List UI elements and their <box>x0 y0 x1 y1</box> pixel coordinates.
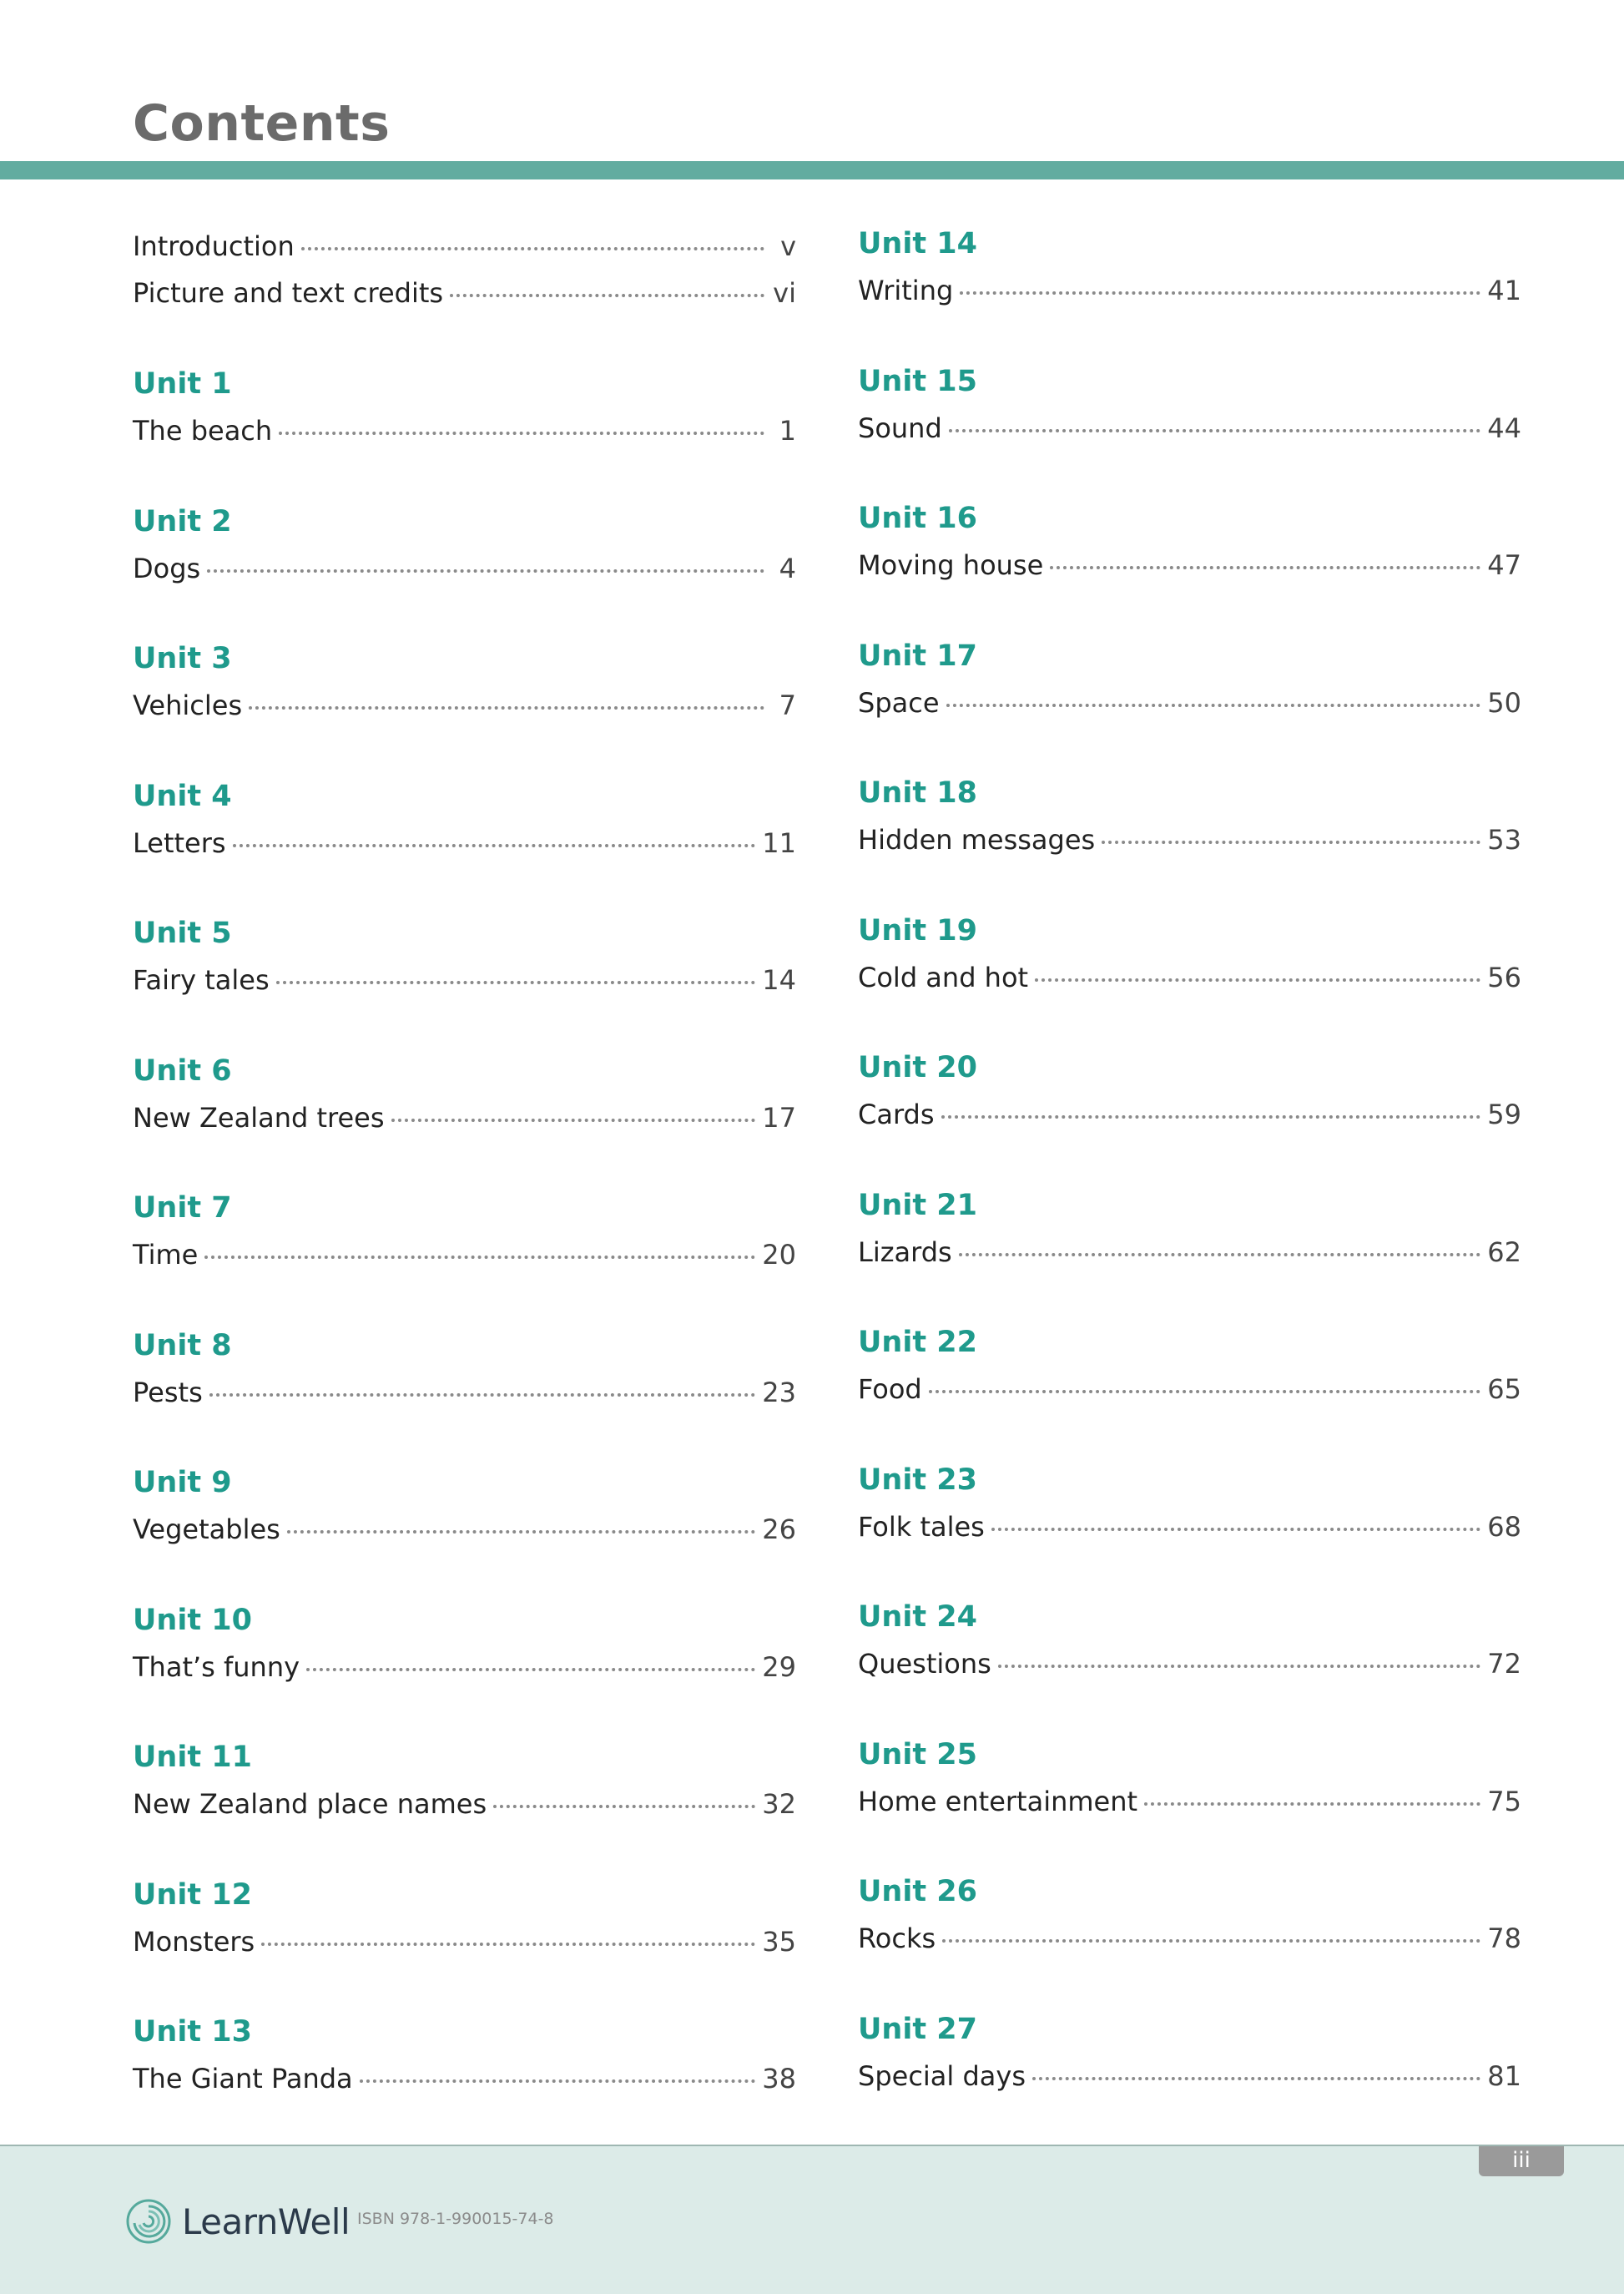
entry-title: New Zealand trees <box>133 1101 385 1134</box>
entry-page-number: 1 <box>779 415 796 447</box>
dot-leader <box>306 1668 755 1671</box>
entry-page-number: 26 <box>762 1513 796 1545</box>
entry-title: Picture and text credits <box>133 277 444 309</box>
unit-heading: Unit 7 <box>133 1191 232 1225</box>
entry-title: Hidden messages <box>858 824 1096 856</box>
contents-entry <box>133 1101 796 1134</box>
entry-title: The Giant Panda <box>133 2063 353 2094</box>
dot-leader <box>276 981 756 984</box>
unit-heading: Unit 10 <box>133 1603 252 1637</box>
swirl-logo-icon <box>125 2198 172 2245</box>
contents-entry <box>858 1098 1521 1131</box>
unit-heading: Unit 26 <box>858 1875 977 1908</box>
unit-heading: Unit 14 <box>858 227 977 260</box>
unit-heading: Unit 15 <box>858 364 977 398</box>
unit-heading: Unit 9 <box>133 1466 232 1499</box>
entry-title: Monsters <box>133 1925 255 1958</box>
entry-page-number: 50 <box>1487 686 1521 719</box>
entry-page-number: 72 <box>1487 1648 1521 1680</box>
dot-leader <box>1144 1802 1480 1806</box>
unit-heading: Unit 6 <box>133 1054 232 1088</box>
contents-entry <box>858 1647 1521 1680</box>
contents-entry <box>133 2062 796 2095</box>
entry-title: Letters <box>133 826 226 859</box>
entry-page-number: 62 <box>1487 1235 1521 1268</box>
entry-title: Special days <box>858 2059 1026 2092</box>
contents-entry <box>133 826 796 860</box>
contents-entry <box>858 961 1521 994</box>
contents-entry <box>133 1376 796 1409</box>
dot-leader <box>1032 2077 1480 2080</box>
entry-page-number: 17 <box>762 1101 796 1134</box>
entry-title: Cold and hot <box>858 961 1029 993</box>
contents-entry <box>133 1513 796 1546</box>
unit-heading: Unit 20 <box>858 1051 977 1084</box>
dot-leader <box>991 1528 1480 1531</box>
entry-title: Writing <box>858 275 954 306</box>
entry-title: Rocks <box>858 1923 936 1954</box>
entry-page-number: 68 <box>1487 1510 1521 1543</box>
dot-leader <box>450 294 764 297</box>
unit-heading: Unit 3 <box>133 642 232 675</box>
entry-page-number: 23 <box>762 1376 796 1408</box>
unit-heading: Unit 11 <box>133 1741 252 1774</box>
entry-title: Food <box>858 1373 922 1405</box>
dot-leader <box>929 1390 1481 1393</box>
dot-leader <box>942 1939 1480 1943</box>
dot-leader <box>960 291 1480 295</box>
unit-heading: Unit 16 <box>858 502 977 535</box>
entry-page-number: 44 <box>1487 412 1521 444</box>
contents-entry <box>133 689 796 722</box>
contents-entry <box>858 1372 1521 1406</box>
dot-leader <box>233 844 756 847</box>
entry-page-number: v <box>780 230 796 262</box>
entry-title: Space <box>858 686 940 719</box>
contents-entry <box>133 963 796 997</box>
unit-heading: Unit 18 <box>858 776 977 810</box>
unit-heading: Unit 22 <box>858 1326 977 1359</box>
dot-leader <box>998 1665 1480 1668</box>
entry-title: Pests <box>133 1376 203 1408</box>
entry-page-number: 81 <box>1487 2059 1521 2092</box>
page-footer <box>0 2145 1624 2294</box>
entry-page-number: 56 <box>1487 961 1521 993</box>
unit-heading: Unit 5 <box>133 917 232 950</box>
unit-heading: Unit 1 <box>133 367 232 401</box>
title-rule <box>0 161 1624 179</box>
entry-title: Moving house <box>858 549 1044 581</box>
entry-page-number: 32 <box>762 1788 796 1820</box>
entry-page-number: 38 <box>762 2063 796 2094</box>
contents-entry <box>858 2059 1521 2093</box>
entry-page-number: 7 <box>779 690 796 721</box>
entry-page-number: 41 <box>1487 275 1521 306</box>
entry-page-number: 47 <box>1487 549 1521 581</box>
entry-title: The beach <box>133 415 273 447</box>
contents-entry <box>133 414 796 447</box>
entry-page-number: 29 <box>762 1650 796 1683</box>
unit-heading: Unit 12 <box>133 1877 252 1912</box>
contents-entry <box>133 552 796 585</box>
dot-leader <box>279 432 764 435</box>
unit-heading: Unit 4 <box>133 779 232 813</box>
contents-entry-credits <box>133 276 796 310</box>
dot-leader <box>261 1943 755 1946</box>
entry-title: Fairy tales <box>133 964 270 996</box>
dot-leader <box>209 1393 756 1397</box>
entry-title: Lizards <box>858 1235 952 1268</box>
contents-entry <box>858 274 1521 307</box>
entry-page-number: 20 <box>762 1239 796 1271</box>
entry-title: Folk tales <box>858 1510 985 1543</box>
contents-entry <box>858 1785 1521 1818</box>
unit-heading: Unit 25 <box>858 1737 977 1771</box>
contents-entry <box>133 1238 796 1271</box>
contents-entry <box>133 1787 796 1821</box>
contents-entry <box>858 823 1521 856</box>
entry-page-number: vi <box>773 277 796 309</box>
entry-page-number: 65 <box>1487 1373 1521 1405</box>
entry-title: Questions <box>858 1648 991 1680</box>
dot-leader <box>204 1256 755 1259</box>
entry-title: Sound <box>858 412 942 444</box>
dot-leader <box>946 704 1481 707</box>
dot-leader <box>1035 978 1480 982</box>
unit-heading: Unit 17 <box>858 639 977 673</box>
contents-entry-introduction <box>133 230 796 263</box>
entry-title: Vegetables <box>133 1513 280 1545</box>
brand-name: LearnWell <box>182 2201 351 2242</box>
contents-entry <box>858 412 1521 445</box>
entry-title: That’s funny <box>133 1650 300 1683</box>
contents-entry <box>858 548 1521 582</box>
entry-page-number: 75 <box>1487 1785 1521 1817</box>
brand-logo <box>125 2198 350 2245</box>
page-title: Contents <box>133 94 391 153</box>
dot-leader <box>249 706 764 710</box>
dot-leader <box>941 1115 1481 1119</box>
dot-leader <box>1050 566 1480 569</box>
entry-title: Introduction <box>133 230 295 262</box>
entry-page-number: 14 <box>762 964 796 996</box>
dot-leader <box>360 2079 756 2083</box>
entry-title: Cards <box>858 1099 935 1130</box>
entry-page-number: 35 <box>762 1925 796 1958</box>
contents-entry <box>858 1235 1521 1269</box>
dot-leader <box>287 1530 755 1534</box>
entry-page-number: 59 <box>1487 1099 1521 1130</box>
entry-page-number: 53 <box>1487 824 1521 856</box>
dot-leader <box>207 569 764 573</box>
unit-heading: Unit 13 <box>133 2015 252 2049</box>
dot-leader <box>391 1119 756 1122</box>
entry-title: Time <box>133 1239 199 1271</box>
isbn: ISBN 978-1-990015-74-8 <box>357 2210 554 2228</box>
unit-heading: Unit 2 <box>133 504 232 538</box>
dot-leader <box>959 1253 1481 1256</box>
entry-page-number: 4 <box>779 552 796 584</box>
entry-title: Dogs <box>133 552 201 584</box>
unit-heading: Unit 21 <box>858 1188 977 1222</box>
contents-entry <box>133 1650 796 1684</box>
unit-heading: Unit 8 <box>133 1328 232 1362</box>
dot-leader <box>949 429 1481 432</box>
page-number: iii <box>1479 2146 1564 2176</box>
unit-heading: Unit 27 <box>858 2012 977 2046</box>
unit-heading: Unit 19 <box>858 913 977 947</box>
contents-entry <box>858 1922 1521 1955</box>
entry-title: New Zealand place names <box>133 1788 487 1820</box>
dot-leader <box>1102 841 1480 844</box>
entry-page-number: 78 <box>1487 1923 1521 1954</box>
contents-entry <box>858 686 1521 720</box>
dot-leader <box>493 1805 755 1808</box>
entry-title: Home entertainment <box>858 1785 1138 1817</box>
entry-title: Vehicles <box>133 690 243 721</box>
contents-entry <box>133 1925 796 1958</box>
unit-heading: Unit 24 <box>858 1600 977 1634</box>
contents-entry <box>858 1510 1521 1544</box>
entry-page-number: 11 <box>762 826 796 859</box>
unit-heading: Unit 23 <box>858 1463 977 1497</box>
dot-leader <box>301 247 764 250</box>
